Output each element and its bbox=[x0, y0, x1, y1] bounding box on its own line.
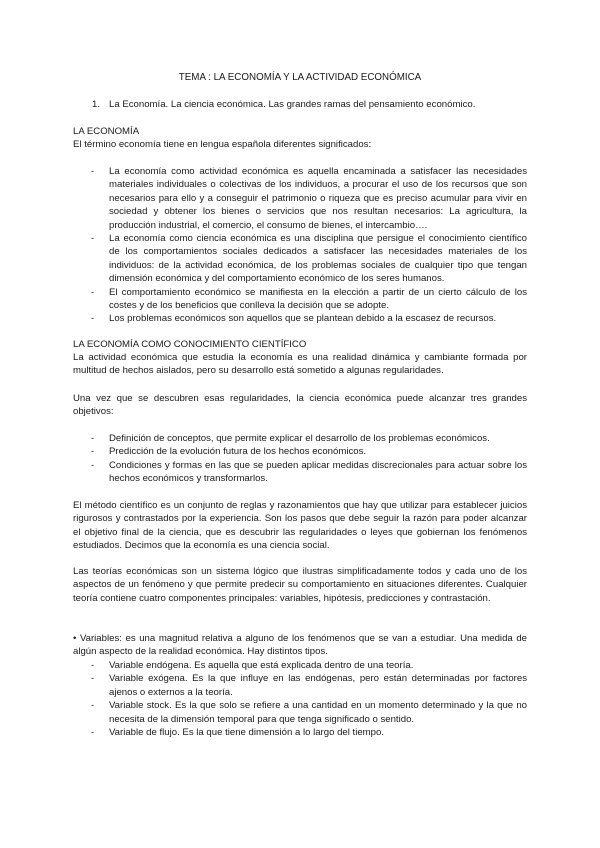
variables-intro: • Variables: es una magnitud relativa a alguno de los fenómenos que se van a estudiar. Una medida de algún aspecto de la realidad económica. Hay distintos tipos. bbox=[73, 633, 527, 658]
list-item: - Definición de conceptos, que permite explicar el desarrollo de los problemas económicos. bbox=[91, 432, 527, 445]
section1-list bbox=[91, 165, 527, 326]
list-item: - Los problemas económicos son aquellos que se plantean debido a la escasez de recursos. bbox=[91, 312, 527, 325]
paragraph: Una vez que se descubren esas regularidades, la ciencia económica puede alcanzar tres grandes objetivos: bbox=[73, 393, 527, 418]
numbered-item bbox=[92, 98, 522, 111]
list-item: - Variable de flujo. Es la que tiene dimensión a lo largo del tiempo. bbox=[91, 726, 527, 739]
list-item: - Condiciones y formas en las que se pueden aplicar medidas discrecionales para actuar sobre los hechos económicos y transformarlos. bbox=[91, 459, 527, 486]
section-heading-conocimiento: LA ECONOMÍA COMO CONOCIMIENTO CIENTÍFICO bbox=[73, 339, 307, 350]
list-item: - Variable exógena. Es la que influye en las endógenas, pero están determinadas por factores ajenos o externos a la teoría. bbox=[91, 672, 527, 699]
variable-types-list bbox=[91, 659, 527, 739]
paragraph: Las teorías económicas son un sistema lógico que ilustras simplificadamente todos y cada uno de los aspectos de un fenómeno y que permite predecir su comportamiento en situaciones diferentes. Cualquier teoría contiene cuatro componentes principales: variables, hipótesis, predicciones y contrastación. bbox=[73, 566, 527, 604]
paragraph: La actividad económica que estudia la economía es una realidad dinámica y cambiante formada por multitud de hechos aislados, pero su desarrollo está sometido a algunas regularidades. bbox=[73, 352, 527, 377]
list-item: - Variable stock. Es la que solo se refiere a una cantidad en un momento determinado y la que no necesita de la dimensión temporal para que tenga significado o sentido. bbox=[91, 699, 527, 726]
list-item: - La economía como ciencia económica es una disciplina que persigue el conocimiento científico de los comportamientos sociales dedicados a satisfacer las necesidades materiales de los individuos: de la actividad económica, de los problemas sociales de cualquier tipo que tengan dimensión económica y del comportamiento económico de los seres humanos. bbox=[91, 232, 527, 286]
section1-intro: El término economía tiene en lengua española diferentes significados: bbox=[73, 139, 372, 150]
list-item: - Variable endógena. Es aquella que está explicada dentro de una teoría. bbox=[91, 659, 527, 672]
section-heading-economia: LA ECONOMÍA bbox=[73, 126, 140, 137]
paragraph: El método científico es un conjunto de reglas y razonamientos que hay que utilizar para establecer juicios rigurosos y contrastados por la experiencia. Son los pasos que debe seguir la razón para poder alcanzar el objetivo final de la ciencia, que es descubrir las regularidades o leyes que gobiernan los fenómenos estudiados. Decimos que la economía es una ciencia social. bbox=[73, 500, 527, 552]
numbered-item-text: La Economía. La ciencia económica. Las grandes ramas del pensamiento económico. bbox=[109, 99, 476, 110]
objectives-list bbox=[91, 432, 527, 486]
document-title: TEMA : LA ECONOMÍA Y LA ACTIVIDAD ECONÓMICA bbox=[178, 72, 422, 83]
numbered-item-number: 1. bbox=[92, 99, 101, 110]
list-item: - Predicción de la evolución futura de los hechos económicos. bbox=[91, 445, 527, 458]
list-item: - La economía como actividad económica es aquella encaminada a satisfacer las necesidades materiales individuales o colectivas de los individuos, a procurar el uso de los recursos que son necesarios para ello y a conseguir el patrimonio o riqueza que es preciso acumular para vivir en sociedad y obtener los bienes o servicios que nos resultan necesarios: La agricultura, la producción industrial, el comercio, el consumo de bienes, el intercambio…. bbox=[91, 165, 527, 232]
list-item: - El comportamiento económico se manifiesta en la elección a partir de un cierto cálculo de los costes y de los beneficios que conlleva la decisión que se adopte. bbox=[91, 286, 527, 313]
